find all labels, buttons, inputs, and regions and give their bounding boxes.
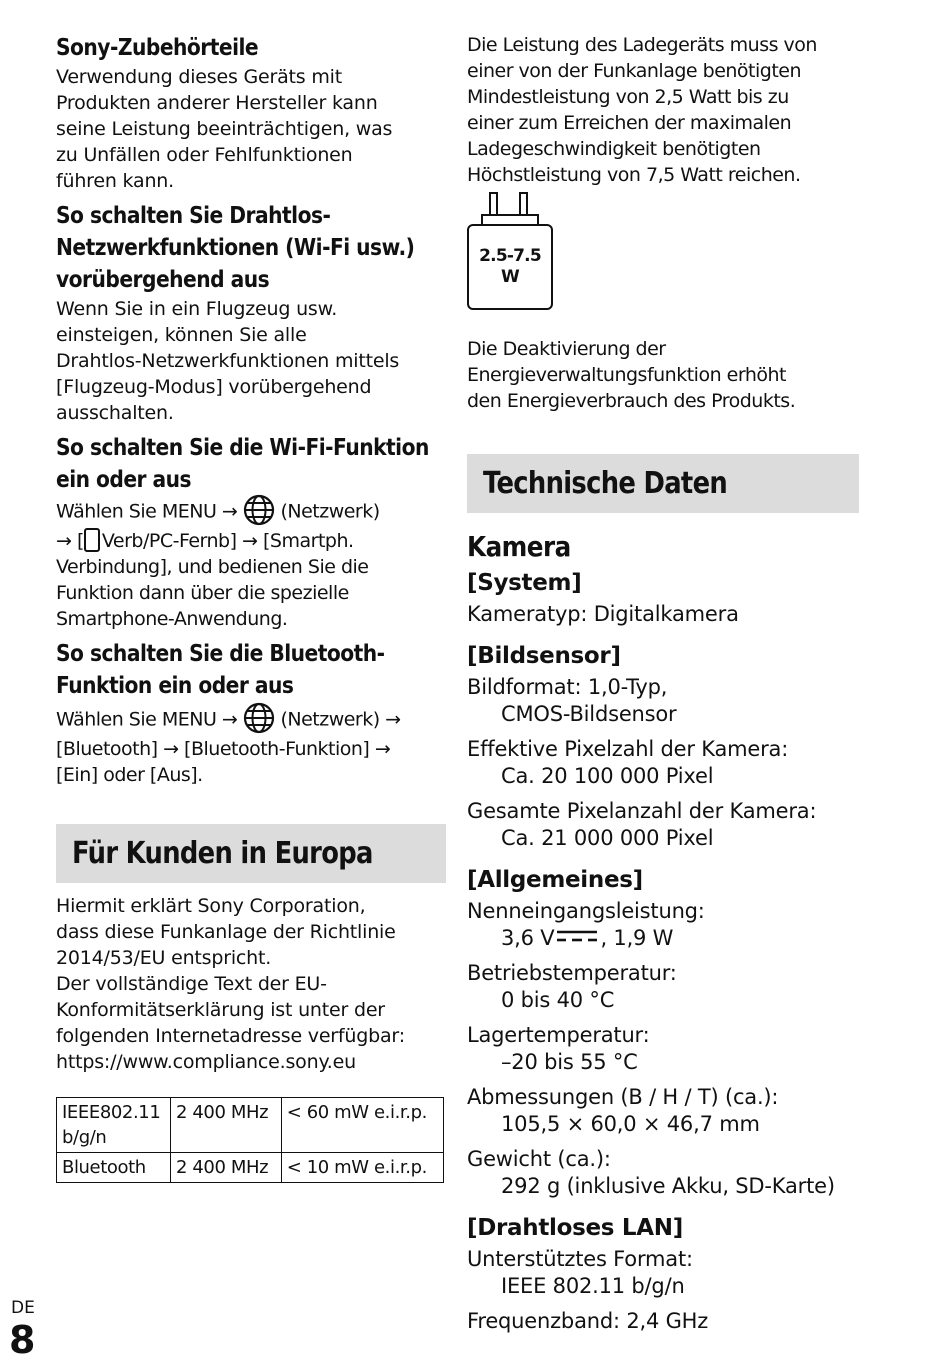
charger-text: [467, 32, 859, 188]
spec-effective-pixels: [467, 736, 859, 790]
heading-line: ein oder aus: [56, 467, 192, 493]
text-line: Höchstleistung von 7,5 Watt reichen.: [467, 164, 801, 186]
spec-total-pixels: [467, 798, 859, 852]
text-line: Verwendung dieses Geräts mit: [56, 66, 342, 88]
section-bar-europe: [56, 824, 446, 883]
spec-label: Unterstütztes Format:: [467, 1247, 693, 1271]
text-line: Smartphone-Anwendung.: [56, 608, 288, 630]
spec-label: Betriebstemperatur:: [467, 961, 677, 985]
text-line: Energieverwaltungsfunktion erhöht: [467, 364, 786, 386]
spec-image-format: [467, 674, 859, 728]
spec-label: Gewicht (ca.):: [467, 1147, 611, 1171]
heading-line: So schalten Sie Drahtlos-: [56, 203, 331, 229]
text-line: Ladegeschwindigkeit benötigten: [467, 138, 761, 160]
charger-icon: [467, 192, 557, 320]
text-span: Wählen Sie MENU →: [56, 500, 238, 523]
heading-line: So schalten Sie die Bluetooth-: [56, 641, 385, 667]
spec-value: IEEE 802.11 b/g/n: [501, 1274, 685, 1298]
spec-label: Nenneingangsleistung:: [467, 899, 705, 923]
heading-wireless-off: [56, 200, 446, 296]
heading-bluetooth-toggle: [56, 638, 446, 702]
text-line: Drahtlos-Netzwerkfunktionen mittels: [56, 350, 400, 372]
spec-value: –20 bis 55 °C: [501, 1050, 638, 1074]
heading-sony-accessories: Sony-Zubehörteile: [56, 35, 259, 61]
section-bar-tech-data: [467, 454, 859, 513]
text-line: [56, 528, 446, 554]
text-line: [Bluetooth] → [Bluetooth-Funktion] →: [56, 738, 391, 760]
section-title: Technische Daten: [483, 466, 728, 501]
energy-text: [467, 336, 859, 414]
europe-text: [56, 893, 446, 1075]
heading-wireless-lan: [Drahtloses LAN]: [467, 1215, 683, 1241]
section-title: Für Kunden in Europa: [72, 836, 373, 871]
text-line: einer zum Erreichen der maximalen: [467, 112, 792, 134]
spec-rated-input: [467, 898, 859, 952]
radio-frequency-table: [56, 1097, 444, 1183]
heading-line: So schalten Sie die Wi-Fi-Funktion: [56, 435, 429, 461]
text-line: dass diese Funkanlage der Richtlinie: [56, 921, 396, 943]
spec-value: [467, 925, 859, 952]
spec-label: Lagertemperatur:: [467, 1023, 650, 1047]
table-cell: Bluetooth: [57, 1153, 171, 1183]
spec-label: Effektive Pixelzahl der Kamera:: [467, 737, 789, 761]
heading-line: vorübergehend aus: [56, 267, 270, 293]
text-line: Produkten anderer Hersteller kann: [56, 92, 378, 114]
text-line: einer von der Funkanlage benötigten: [467, 60, 802, 82]
spec-frequency-band: Frequenzband: 2,4 GHz: [467, 1309, 709, 1333]
table-cell: < 10 mW e.i.r.p.: [281, 1153, 443, 1183]
heading-system: [System]: [467, 570, 582, 596]
language-code: DE: [11, 1298, 35, 1318]
text-span: (Netzwerk) →: [280, 708, 401, 731]
spec-weight: [467, 1146, 859, 1200]
text-span: Verb/PC-Fernb] → [Smartph.: [101, 530, 354, 552]
table-cell: < 60 mW e.i.r.p.: [281, 1098, 443, 1153]
text-line: Die Leistung des Ladegeräts muss von: [467, 34, 817, 56]
plug-prong: [519, 192, 528, 214]
text-line: Mindestleistung von 2,5 Watt bis zu: [467, 86, 789, 108]
right-column: [467, 30, 859, 1335]
spec-value-part: , 1,9 W: [600, 926, 674, 950]
spec-value: CMOS-Bildsensor: [501, 702, 677, 726]
text-line: Konformitätserklärung ist unter der: [56, 999, 385, 1021]
text-span: (Netzwerk): [280, 500, 380, 523]
text-span: → [: [56, 530, 84, 552]
text-line: einsteigen, können Sie alle: [56, 324, 307, 346]
spec-value: 105,5 × 60,0 × 46,7 mm: [501, 1112, 760, 1136]
dc-symbol-icon: [556, 929, 598, 943]
text-line: [Ein] oder [Aus].: [56, 764, 203, 786]
text-line: ausschalten.: [56, 402, 174, 424]
wifi-toggle-text: [56, 496, 446, 632]
table-cell: IEEE802.11 b/g/n: [57, 1098, 171, 1153]
spec-label: Gesamte Pixelanzahl der Kamera:: [467, 799, 817, 823]
table-row: [57, 1098, 444, 1153]
smartphone-icon: [84, 528, 100, 552]
text-line: Der vollständige Text der EU-: [56, 973, 327, 995]
text-line: führen kann.: [56, 170, 174, 192]
text-line: Verbindung], und bedienen Sie die: [56, 556, 369, 578]
text-line: [56, 496, 446, 528]
heading-general: [Allgemeines]: [467, 867, 643, 893]
text-line: seine Leistung beeinträchtigen, was: [56, 118, 393, 140]
spec-value: 0 bis 40 °C: [501, 988, 615, 1012]
text-line: folgenden Internetadresse verfügbar:: [56, 1025, 405, 1047]
text-line: den Energieverbrauch des Produkts.: [467, 390, 796, 412]
sony-accessories-text: [56, 64, 446, 194]
spec-camera-type: Kameratyp: Digitalkamera: [467, 602, 739, 626]
heading-wifi-toggle: [56, 432, 446, 496]
text-line: [Flugzeug-Modus] vorübergehend: [56, 376, 372, 398]
globe-icon: [243, 702, 275, 734]
charger-label: 2.5-7.5: [479, 246, 541, 266]
spec-supported-format: [467, 1246, 859, 1300]
spec-operating-temp: [467, 960, 859, 1014]
left-column: [56, 30, 446, 1183]
text-line: zu Unfällen oder Fehlfunktionen: [56, 144, 353, 166]
spec-value: Ca. 21 000 000 Pixel: [501, 826, 714, 850]
heading-camera: Kamera: [467, 530, 571, 563]
text-span: Wählen Sie MENU →: [56, 708, 238, 731]
charger-label: W: [501, 267, 519, 287]
text-line: Funktion dann über die spezielle: [56, 582, 349, 604]
heading-image-sensor: [Bildsensor]: [467, 643, 621, 669]
text-line: 2014/53/EU entspricht.: [56, 947, 272, 969]
globe-icon: [243, 494, 275, 526]
text-line: Hiermit erklärt Sony Corporation,: [56, 895, 366, 917]
text-line: Die Deaktivierung der: [467, 338, 666, 360]
plug-prong: [489, 192, 498, 214]
spec-label: Abmessungen (B / H / T) (ca.):: [467, 1085, 779, 1109]
text-line: [56, 704, 446, 736]
spec-value: 292 g (inklusive Akku, SD-Karte): [501, 1174, 835, 1198]
text-line: Wenn Sie in ein Flugzeug usw.: [56, 298, 338, 320]
compliance-url: https://www.compliance.sony.eu: [56, 1051, 356, 1073]
spec-value: Ca. 20 100 000 Pixel: [501, 764, 714, 788]
spec-label: Bildformat: 1,0-Typ,: [467, 675, 668, 699]
heading-line: Funktion ein oder aus: [56, 673, 294, 699]
spec-storage-temp: [467, 1022, 859, 1076]
heading-line: Netzwerkfunktionen (Wi-Fi usw.): [56, 235, 415, 261]
page-number: 8: [9, 1318, 36, 1362]
table-cell: 2 400 MHz: [171, 1153, 282, 1183]
table-row: [57, 1153, 444, 1183]
spec-value-part: 3,6 V: [501, 926, 555, 950]
bluetooth-toggle-text: [56, 704, 446, 788]
wireless-off-text: [56, 296, 446, 426]
spec-dimensions: [467, 1084, 859, 1138]
table-cell: 2 400 MHz: [171, 1098, 282, 1153]
charger-body: [467, 224, 553, 310]
